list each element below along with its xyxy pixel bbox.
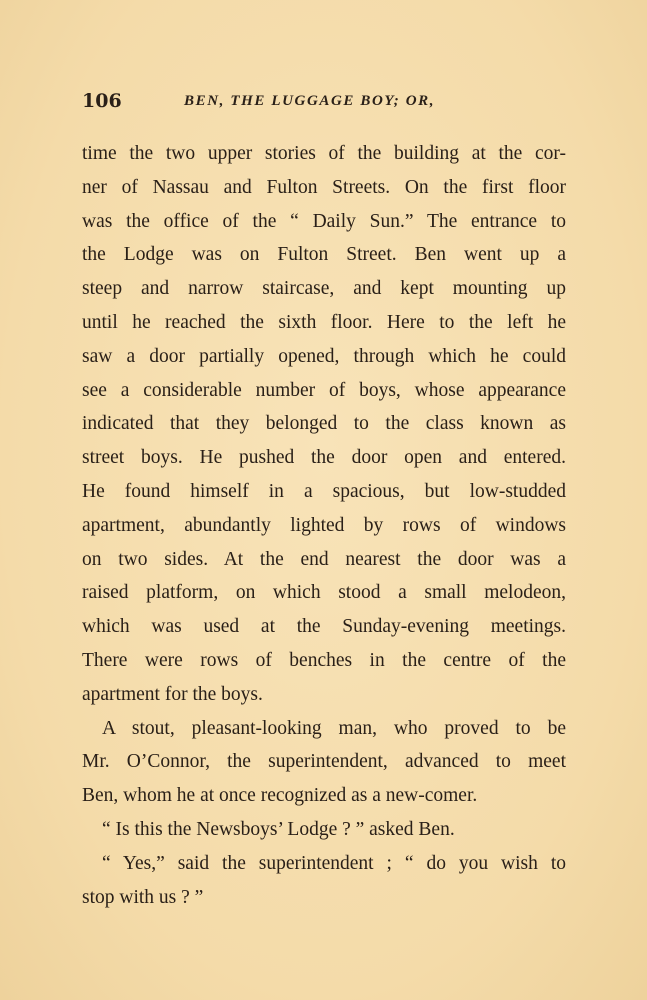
text-line: He found himself in a spacious, but low-studded [82, 480, 566, 502]
text-line: raised platform, on which stood a small melodeon, [82, 582, 566, 604]
text-line: until he reached the sixth floor. Here to the left he [82, 311, 566, 333]
running-title: BEN, THE LUGGAGE BOY; OR, [184, 93, 436, 109]
text-line: Mr. O’Connor, the superintendent, advanced to meet [82, 751, 566, 773]
page-header [82, 90, 566, 116]
text-line: saw a door partially opened, through which he could [82, 345, 566, 367]
text-line: time the two upper stories of the building at the cor- [82, 143, 566, 164]
text-line: indicated that they belonged to the class known as [82, 413, 566, 435]
text-line: the Lodge was on Fulton Street. Ben went up a [82, 244, 566, 266]
text-line: A stout, pleasant-looking man, who proved to be [102, 717, 566, 739]
text-line: see a considerable number of boys, whose appearance [82, 379, 566, 401]
text-line: apartment for the boys. [82, 683, 263, 705]
text-line: street boys. He pushed the door open and entered. [82, 447, 566, 469]
page-number: 106 [82, 90, 122, 112]
text-line: was the office of the “ Daily Sun.” The entrance to [82, 210, 566, 232]
text-line: apartment, abundantly lighted by rows of windows [82, 514, 566, 536]
body-text [82, 137, 566, 914]
text-line: Ben, whom he at once recognized as a new-comer. [82, 785, 478, 807]
text-line: on two sides. At the end nearest the door was a [82, 548, 566, 570]
text-line: stop with us ? ” [82, 886, 204, 908]
text-line: ner of Nassau and Fulton Streets. On the first floor [82, 176, 566, 198]
text-line: There were rows of benches in the centre of the [82, 649, 566, 671]
text-line: “ Is this the Newsboys’ Lodge ? ” asked Ben. [102, 818, 455, 840]
text-line: steep and narrow staircase, and kept mounting up [82, 278, 566, 300]
text-line: “ Yes,” said the superintendent ; “ do you wish to [102, 852, 566, 874]
text-line: which was used at the Sunday-evening meetings. [82, 616, 566, 638]
